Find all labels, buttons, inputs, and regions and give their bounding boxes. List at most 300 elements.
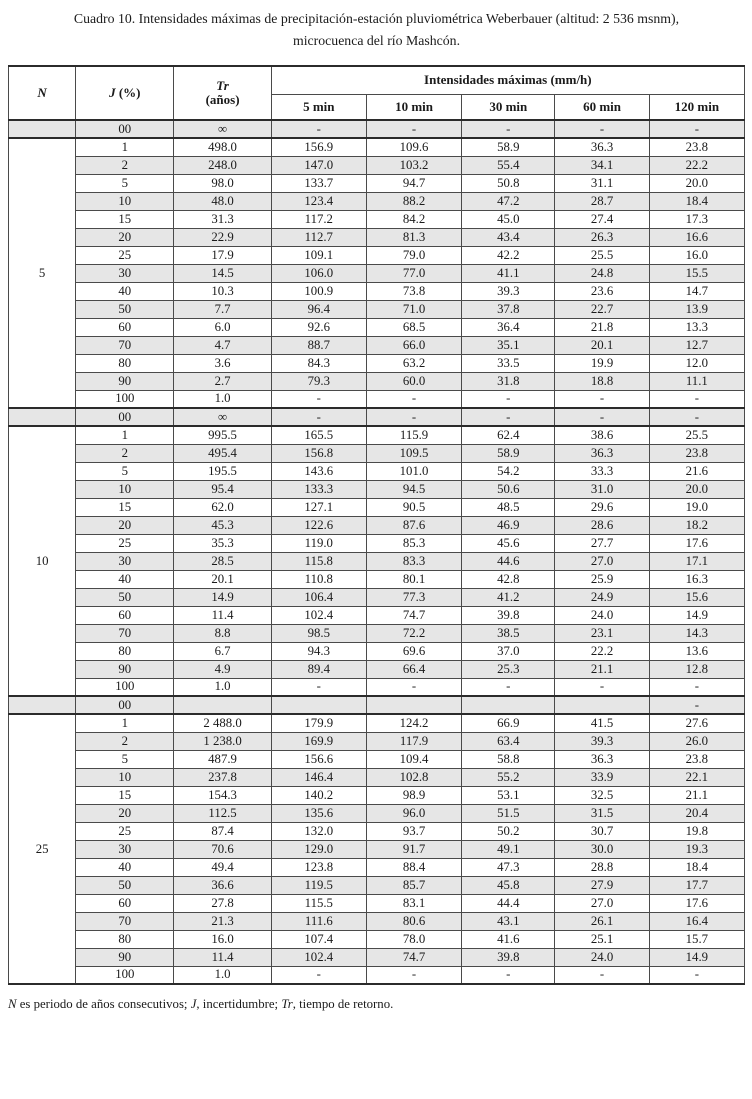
table-row <box>9 624 745 642</box>
intensity-cell: 37.0 <box>462 642 555 660</box>
intensity-cell: 179.9 <box>271 714 366 732</box>
intensity-cell: - <box>271 678 366 696</box>
n-cell <box>9 696 76 714</box>
table-row <box>9 714 745 732</box>
intensity-cell: 80.6 <box>366 912 461 930</box>
intensity-cell: 20.0 <box>649 174 744 192</box>
separator-row <box>9 408 745 426</box>
j-cell: 90 <box>76 948 174 966</box>
intensity-cell: 53.1 <box>462 786 555 804</box>
intensity-cell: 42.8 <box>462 570 555 588</box>
tr-cell: 70.6 <box>174 840 271 858</box>
intensity-cell: 23.8 <box>649 444 744 462</box>
intensity-cell: 43.4 <box>462 228 555 246</box>
intensity-cell: 38.6 <box>555 426 649 444</box>
intensity-cell: 66.9 <box>462 714 555 732</box>
intensity-cell: 21.1 <box>649 786 744 804</box>
intensity-cell: 48.5 <box>462 498 555 516</box>
j-cell: 90 <box>76 660 174 678</box>
tr-cell: 95.4 <box>174 480 271 498</box>
header-tr-unit: (años) <box>205 92 240 107</box>
header-5min: 5 min <box>271 94 366 120</box>
intensity-cell: 36.3 <box>555 444 649 462</box>
intensity-cell: 88.7 <box>271 336 366 354</box>
intensity-cell: 119.0 <box>271 534 366 552</box>
intensity-cell: 50.6 <box>462 480 555 498</box>
intensity-cell <box>271 696 366 714</box>
intensity-cell: 156.9 <box>271 138 366 156</box>
intensity-cell: 147.0 <box>271 156 366 174</box>
intensity-cell: 18.4 <box>649 192 744 210</box>
intensity-cell: 102.4 <box>271 606 366 624</box>
intensity-cell: 36.4 <box>462 318 555 336</box>
intensity-cell: 27.6 <box>649 714 744 732</box>
j-cell: 100 <box>76 966 174 984</box>
j-cell: 100 <box>76 390 174 408</box>
intensity-cell: 124.2 <box>366 714 461 732</box>
j-cell: 30 <box>76 552 174 570</box>
intensity-cell <box>462 696 555 714</box>
intensity-cell: 80.1 <box>366 570 461 588</box>
intensity-cell: - <box>462 390 555 408</box>
intensity-cell: 73.8 <box>366 282 461 300</box>
table-row <box>9 228 745 246</box>
header-j-symbol: J <box>109 85 116 100</box>
intensity-cell: 22.1 <box>649 768 744 786</box>
intensity-cell: 21.8 <box>555 318 649 336</box>
header-60min: 60 min <box>555 94 649 120</box>
intensity-cell: 81.3 <box>366 228 461 246</box>
tr-cell: 154.3 <box>174 786 271 804</box>
intensity-cell: 45.0 <box>462 210 555 228</box>
table-caption <box>8 8 745 52</box>
intensity-cell: 25.9 <box>555 570 649 588</box>
intensity-cell: - <box>555 678 649 696</box>
j-cell: 5 <box>76 462 174 480</box>
table-row <box>9 480 745 498</box>
intensity-cell: 90.5 <box>366 498 461 516</box>
intensity-cell: 11.1 <box>649 372 744 390</box>
table-row <box>9 516 745 534</box>
intensity-cell: 17.6 <box>649 534 744 552</box>
intensity-cell: 28.8 <box>555 858 649 876</box>
footnote-symbol: Tr <box>281 997 293 1011</box>
intensity-cell: - <box>649 408 744 426</box>
intensity-cell: 42.2 <box>462 246 555 264</box>
intensity-cell: 132.0 <box>271 822 366 840</box>
intensity-cell: 18.4 <box>649 858 744 876</box>
intensity-cell: 102.4 <box>271 948 366 966</box>
intensity-cell: 32.5 <box>555 786 649 804</box>
j-cell: 2 <box>76 156 174 174</box>
j-cell: 70 <box>76 336 174 354</box>
j-cell: 80 <box>76 930 174 948</box>
intensity-cell: 33.3 <box>555 462 649 480</box>
intensity-cell: 16.4 <box>649 912 744 930</box>
intensity-cell: 23.1 <box>555 624 649 642</box>
intensity-cell: 31.8 <box>462 372 555 390</box>
header-j-unit: (%) <box>115 85 141 100</box>
intensity-cell: 24.0 <box>555 606 649 624</box>
intensity-cell: 122.6 <box>271 516 366 534</box>
table-row <box>9 318 745 336</box>
j-cell: 70 <box>76 624 174 642</box>
intensity-cell: 29.6 <box>555 498 649 516</box>
j-cell: 5 <box>76 174 174 192</box>
intensity-cell: 20.1 <box>555 336 649 354</box>
tr-cell: 11.4 <box>174 606 271 624</box>
table-row <box>9 894 745 912</box>
intensity-cell: 68.5 <box>366 318 461 336</box>
intensity-cell: - <box>366 678 461 696</box>
intensity-cell: 24.0 <box>555 948 649 966</box>
intensity-cell: 43.1 <box>462 912 555 930</box>
table-row <box>9 732 745 750</box>
intensity-cell: 39.8 <box>462 606 555 624</box>
intensity-cell: 18.8 <box>555 372 649 390</box>
tr-cell: 248.0 <box>174 156 271 174</box>
j-cell: 50 <box>76 588 174 606</box>
intensity-cell: 88.4 <box>366 858 461 876</box>
header-120min: 120 min <box>649 94 744 120</box>
intensity-cell: 23.8 <box>649 750 744 768</box>
j-cell: 25 <box>76 246 174 264</box>
intensity-cell: 33.5 <box>462 354 555 372</box>
intensity-cell: 111.6 <box>271 912 366 930</box>
table-row <box>9 156 745 174</box>
intensity-cell: 17.3 <box>649 210 744 228</box>
j-cell: 30 <box>76 840 174 858</box>
j-cell: 25 <box>76 534 174 552</box>
j-cell: 10 <box>76 480 174 498</box>
intensity-cell: 135.6 <box>271 804 366 822</box>
tr-cell: ∞ <box>174 120 271 138</box>
intensity-cell: 13.9 <box>649 300 744 318</box>
caption-line-1: Cuadro 10. Intensidades máximas de precipitación-estación pluviométrica Weberbauer (altitud: 2 536 msnm), <box>73 11 680 26</box>
j-cell: 30 <box>76 264 174 282</box>
intensity-cell: 50.2 <box>462 822 555 840</box>
tr-cell: 28.5 <box>174 552 271 570</box>
intensity-cell: 16.6 <box>649 228 744 246</box>
intensity-cell: 103.2 <box>366 156 461 174</box>
intensity-cell: 41.1 <box>462 264 555 282</box>
intensity-cell: 23.8 <box>649 138 744 156</box>
header-j <box>76 66 174 120</box>
table-row <box>9 354 745 372</box>
intensity-cell: 18.2 <box>649 516 744 534</box>
intensity-cell: 21.6 <box>649 462 744 480</box>
tr-cell: 2.7 <box>174 372 271 390</box>
tr-cell: 6.7 <box>174 642 271 660</box>
intensity-cell: 119.5 <box>271 876 366 894</box>
tr-cell: 498.0 <box>174 138 271 156</box>
intensity-cell: 44.6 <box>462 552 555 570</box>
tr-cell: 21.3 <box>174 912 271 930</box>
intensity-cell: - <box>649 120 744 138</box>
intensity-cell: 15.5 <box>649 264 744 282</box>
j-cell: 100 <box>76 678 174 696</box>
intensity-cell: 77.3 <box>366 588 461 606</box>
table-row <box>9 426 745 444</box>
tr-cell: 112.5 <box>174 804 271 822</box>
j-cell: 90 <box>76 372 174 390</box>
intensity-cell: 94.3 <box>271 642 366 660</box>
intensity-cell: 94.7 <box>366 174 461 192</box>
intensity-cell: 19.0 <box>649 498 744 516</box>
intensity-cell: 49.1 <box>462 840 555 858</box>
tr-cell: 237.8 <box>174 768 271 786</box>
intensity-cell: 102.8 <box>366 768 461 786</box>
j-cell: 40 <box>76 858 174 876</box>
intensity-cell: 26.3 <box>555 228 649 246</box>
intensity-cell: 109.6 <box>366 138 461 156</box>
j-cell: 00 <box>76 696 174 714</box>
intensity-cell: 156.6 <box>271 750 366 768</box>
intensity-cell: - <box>649 678 744 696</box>
tr-cell: 45.3 <box>174 516 271 534</box>
tr-cell: 1 238.0 <box>174 732 271 750</box>
j-cell: 10 <box>76 192 174 210</box>
intensity-cell: 143.6 <box>271 462 366 480</box>
intensity-cell: 30.7 <box>555 822 649 840</box>
intensity-cell: 133.7 <box>271 174 366 192</box>
intensity-cell: 107.4 <box>271 930 366 948</box>
intensity-cell: 25.5 <box>649 426 744 444</box>
intensity-cell: 54.2 <box>462 462 555 480</box>
intensity-cell: 41.6 <box>462 930 555 948</box>
header-10min: 10 min <box>366 94 461 120</box>
table-row <box>9 192 745 210</box>
footnote <box>8 997 745 1012</box>
n-cell: 5 <box>9 138 76 408</box>
intensity-cell: 15.6 <box>649 588 744 606</box>
j-cell: 50 <box>76 876 174 894</box>
intensity-cell: 84.2 <box>366 210 461 228</box>
j-cell: 25 <box>76 822 174 840</box>
intensity-cell: 89.4 <box>271 660 366 678</box>
intensity-cell: 60.0 <box>366 372 461 390</box>
tr-cell: 6.0 <box>174 318 271 336</box>
table-row <box>9 282 745 300</box>
separator-row <box>9 120 745 138</box>
intensity-cell: 15.7 <box>649 930 744 948</box>
intensity-cell: 17.6 <box>649 894 744 912</box>
intensity-cell: 96.0 <box>366 804 461 822</box>
intensity-cell: 28.7 <box>555 192 649 210</box>
intensity-cell: - <box>271 966 366 984</box>
j-cell: 1 <box>76 426 174 444</box>
intensity-cell: 55.2 <box>462 768 555 786</box>
intensity-cell: 31.1 <box>555 174 649 192</box>
intensity-cell: 23.6 <box>555 282 649 300</box>
intensity-cell: 85.7 <box>366 876 461 894</box>
intensity-cell: 12.0 <box>649 354 744 372</box>
n-cell <box>9 408 76 426</box>
intensity-cell: 94.5 <box>366 480 461 498</box>
intensity-cell: 27.0 <box>555 894 649 912</box>
intensity-cell: 98.5 <box>271 624 366 642</box>
intensity-cell: 96.4 <box>271 300 366 318</box>
intensity-cell: 14.7 <box>649 282 744 300</box>
intensity-cell: 17.1 <box>649 552 744 570</box>
j-cell: 10 <box>76 768 174 786</box>
tr-cell: 98.0 <box>174 174 271 192</box>
intensity-cell: 30.0 <box>555 840 649 858</box>
tr-cell: 11.4 <box>174 948 271 966</box>
intensity-cell <box>366 696 461 714</box>
footnote-symbol: J <box>190 997 197 1011</box>
j-cell: 60 <box>76 606 174 624</box>
j-cell: 80 <box>76 354 174 372</box>
table-row <box>9 678 745 696</box>
intensity-cell: 47.2 <box>462 192 555 210</box>
tr-cell: 20.1 <box>174 570 271 588</box>
table-row <box>9 210 745 228</box>
table-row <box>9 606 745 624</box>
intensity-cell: 109.1 <box>271 246 366 264</box>
tr-cell: 27.8 <box>174 894 271 912</box>
tr-cell: 16.0 <box>174 930 271 948</box>
n-cell: 25 <box>9 714 76 984</box>
intensity-cell: 91.7 <box>366 840 461 858</box>
intensity-cell: 39.3 <box>555 732 649 750</box>
table-row <box>9 264 745 282</box>
intensity-cell: 127.1 <box>271 498 366 516</box>
header-tr-symbol: Tr <box>216 78 229 93</box>
intensity-cell: 100.9 <box>271 282 366 300</box>
j-cell: 2 <box>76 732 174 750</box>
intensity-cell: 93.7 <box>366 822 461 840</box>
intensity-cell: 19.8 <box>649 822 744 840</box>
table-row <box>9 138 745 156</box>
intensity-cell: 123.4 <box>271 192 366 210</box>
intensity-cell: 88.2 <box>366 192 461 210</box>
intensity-cell: 12.7 <box>649 336 744 354</box>
tr-cell: 62.0 <box>174 498 271 516</box>
intensity-cell: - <box>366 408 461 426</box>
intensity-cell: - <box>649 696 744 714</box>
tr-cell <box>174 696 271 714</box>
intensity-cell: 83.3 <box>366 552 461 570</box>
table-row <box>9 840 745 858</box>
j-cell: 20 <box>76 516 174 534</box>
intensity-cell: 92.6 <box>271 318 366 336</box>
intensity-cell: 39.8 <box>462 948 555 966</box>
tr-cell: 14.9 <box>174 588 271 606</box>
intensity-cell: 110.8 <box>271 570 366 588</box>
intensity-cell: 27.4 <box>555 210 649 228</box>
table-row <box>9 858 745 876</box>
intensity-cell <box>555 696 649 714</box>
table-row <box>9 660 745 678</box>
table-row <box>9 912 745 930</box>
j-cell: 00 <box>76 120 174 138</box>
tr-cell: ∞ <box>174 408 271 426</box>
table-row <box>9 372 745 390</box>
caption-line-2: microcuenca del río Mashcón. <box>292 33 461 48</box>
footnote-symbol: N <box>8 997 17 1011</box>
table-row <box>9 174 745 192</box>
tr-cell: 36.6 <box>174 876 271 894</box>
intensity-cell: - <box>366 390 461 408</box>
separator-row <box>9 696 745 714</box>
intensity-cell: 58.9 <box>462 138 555 156</box>
table-row <box>9 552 745 570</box>
intensity-cell: 62.4 <box>462 426 555 444</box>
table-row <box>9 822 745 840</box>
intensity-cell: 45.6 <box>462 534 555 552</box>
table-row <box>9 534 745 552</box>
intensity-cell: 78.0 <box>366 930 461 948</box>
intensity-cell: 21.1 <box>555 660 649 678</box>
intensity-cell: 133.3 <box>271 480 366 498</box>
header-n-label: N <box>37 85 47 100</box>
intensity-cell: - <box>462 678 555 696</box>
intensity-cell: 129.0 <box>271 840 366 858</box>
intensity-cell: - <box>555 966 649 984</box>
table-row <box>9 390 745 408</box>
intensity-cell: 50.8 <box>462 174 555 192</box>
intensity-cell: 19.9 <box>555 354 649 372</box>
intensity-cell: 22.2 <box>649 156 744 174</box>
intensity-cell: 165.5 <box>271 426 366 444</box>
table-row <box>9 336 745 354</box>
table-row <box>9 462 745 480</box>
intensity-cell: - <box>462 120 555 138</box>
intensity-cell: 106.4 <box>271 588 366 606</box>
intensity-cell: 27.7 <box>555 534 649 552</box>
j-cell: 40 <box>76 570 174 588</box>
intensity-cell: 87.6 <box>366 516 461 534</box>
table-row <box>9 966 745 984</box>
intensity-cell: 41.5 <box>555 714 649 732</box>
j-cell: 1 <box>76 714 174 732</box>
tr-cell: 48.0 <box>174 192 271 210</box>
j-cell: 60 <box>76 318 174 336</box>
intensity-cell: 146.4 <box>271 768 366 786</box>
intensity-cell: 13.3 <box>649 318 744 336</box>
intensity-cell: 38.5 <box>462 624 555 642</box>
intensity-cell: 22.2 <box>555 642 649 660</box>
intensity-cell: - <box>555 390 649 408</box>
intensity-cell: - <box>649 966 744 984</box>
intensity-cell: 69.6 <box>366 642 461 660</box>
intensity-cell: 79.3 <box>271 372 366 390</box>
intensity-cell: 109.4 <box>366 750 461 768</box>
tr-cell: 22.9 <box>174 228 271 246</box>
header-30min: 30 min <box>462 94 555 120</box>
intensity-cell: - <box>366 966 461 984</box>
intensity-cell: 85.3 <box>366 534 461 552</box>
intensity-cell: 31.5 <box>555 804 649 822</box>
intensity-cell: 14.3 <box>649 624 744 642</box>
table-row <box>9 570 745 588</box>
intensity-cell: - <box>271 120 366 138</box>
tr-cell: 17.9 <box>174 246 271 264</box>
table-row <box>9 876 745 894</box>
intensity-cell: 117.2 <box>271 210 366 228</box>
intensity-cell: 72.2 <box>366 624 461 642</box>
tr-cell: 31.3 <box>174 210 271 228</box>
tr-cell: 87.4 <box>174 822 271 840</box>
tr-cell: 1.0 <box>174 678 271 696</box>
j-cell: 40 <box>76 282 174 300</box>
intensity-cell: 106.0 <box>271 264 366 282</box>
intensity-cell: 24.9 <box>555 588 649 606</box>
table-row <box>9 804 745 822</box>
intensity-cell: 28.6 <box>555 516 649 534</box>
intensity-cell: 77.0 <box>366 264 461 282</box>
